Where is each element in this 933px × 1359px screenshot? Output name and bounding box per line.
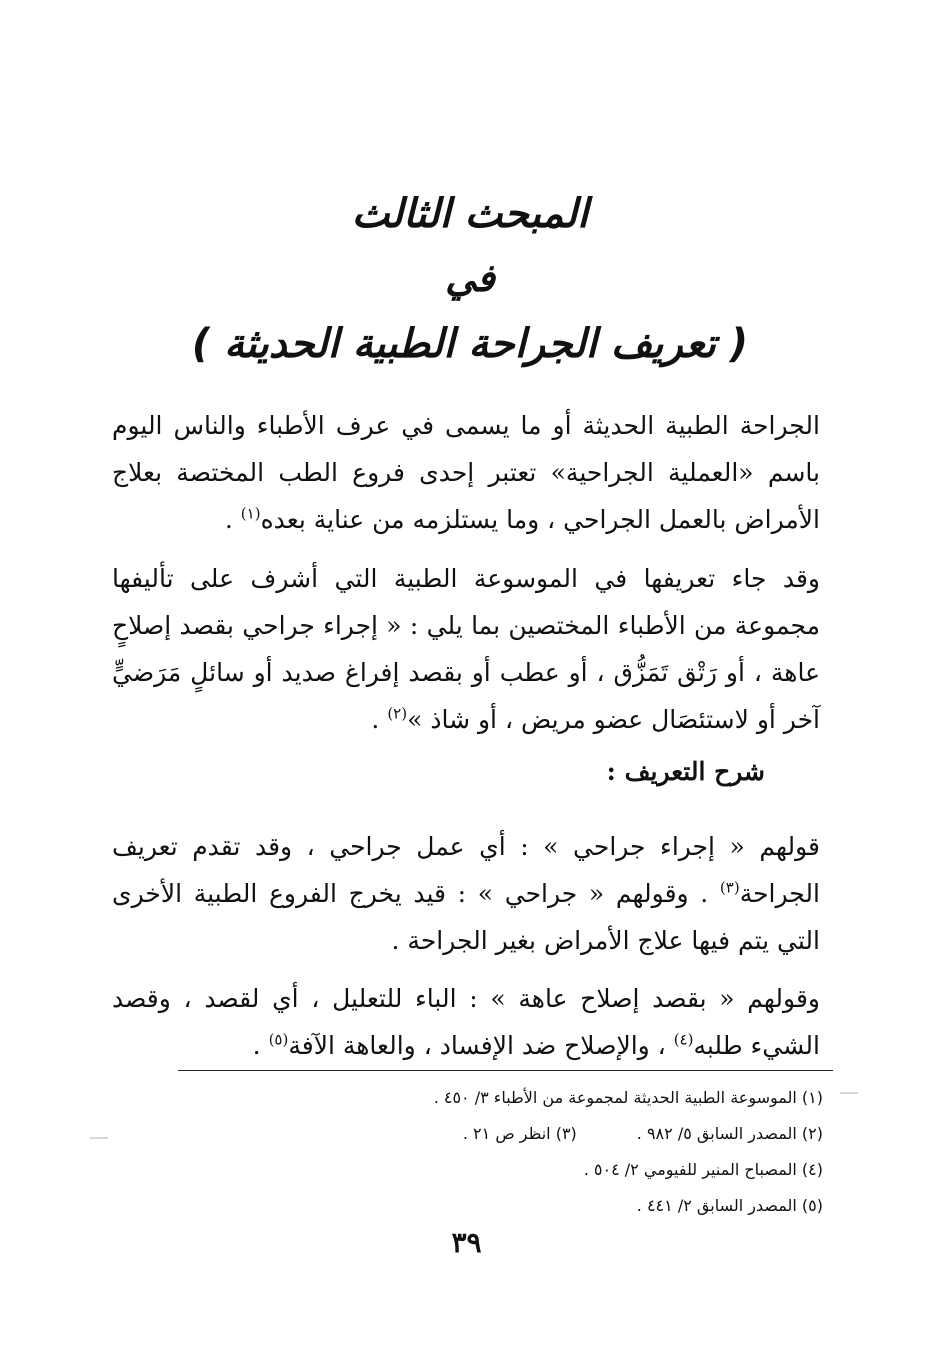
footnote-ref: (٥) [268, 1030, 289, 1049]
footnote-4 [123, 1152, 823, 1188]
chapter-heading [110, 190, 830, 386]
footnote-divider [178, 1070, 833, 1071]
page-number: ٣٩ [451, 1226, 482, 1259]
subheading-definition-explanation: شرح التعريف : [606, 757, 765, 786]
heading-line-3: ( تعريف الجراحة الطبية الحديثة ) [191, 320, 749, 367]
footnote-5 [123, 1188, 823, 1224]
paragraph-encyclopedia-definition [112, 555, 820, 743]
footnote-ref: (١) [240, 504, 261, 523]
footnote-text: (٥) المصدر السابق ٢/ ٤٤١ . [636, 1196, 823, 1215]
footnote-2-3 [123, 1116, 823, 1152]
scan-mark [90, 1137, 108, 1139]
paragraph-end: . [252, 1031, 269, 1060]
heading-line-1: المبحث الثالث [351, 191, 589, 237]
footnote-ref: (٤) [673, 1030, 694, 1049]
heading-line-2: في [445, 256, 495, 300]
footnote-text: (١) الموسوعة الطبية الحديثة لمجموعة من الأطباء ٣/ ٤٥٠ . [433, 1088, 823, 1107]
paragraph-correction-purpose [112, 975, 820, 1069]
footnote-text: (٢) المصدر السابق ٥/ ٩٨٢ . [636, 1124, 823, 1143]
footnotes [123, 1080, 823, 1224]
footnote-ref: (٣) [719, 878, 740, 897]
footnote-text: (٣) انظر ص ٢١ . [462, 1124, 577, 1143]
footnote-1 [123, 1080, 823, 1116]
paragraph-surgical-procedure [112, 823, 820, 964]
paragraph-text: قولهم « إجراء جراحي » : أي عمل جراحي ، وقد تقدم تعريف الجراحة [112, 832, 820, 908]
paragraph-text: الجراحة الطبية الحديثة أو ما يسمى في عرف الأطباء والناس اليوم باسم «العملية الجراحية» تعتبر إحدى فروع الطب المختصة بعلاج الأمراض بالعمل الجراحي ، وما يستلزمه من عناية بعده [112, 411, 820, 534]
footnote-ref: (٢) [387, 704, 408, 723]
paragraph-end: . [371, 705, 388, 734]
paragraph-definition-intro [112, 402, 820, 543]
paragraph-text-continued: ، والإصلاح ضد الإفساد ، والعاهة الآفة [288, 1031, 674, 1060]
footnote-text: (٤) المصباح المنير للفيومي ٢/ ٥٠٤ . [583, 1160, 823, 1179]
scan-mark [840, 1092, 858, 1094]
paragraph-text: وقد جاء تعريفها في الموسوعة الطبية التي أشرف على تأليفها مجموعة من الأطباء المختصين بما يلي : « إجراء جراحي بقصد إصلاحٍ عاهة ، أو رَتْق تَمَزُّق ، أو عطب أو بقصد إفراغ صديد أو سائلٍ مَرَضيٍّ آخر أو لاستئصَال عضو مريض ، أو شاذ » [112, 564, 820, 734]
paragraph-end: . [224, 505, 241, 534]
paragraph-text: وقولهم « بقصد إصلاح عاهة » : الباء للتعليل ، أي لقصد ، وقصد الشيء طلبه [112, 984, 820, 1060]
paragraph-text-continued: . وقولهم « جراحي » : قيد يخرج الفروع الطبية الأخرى التي يتم فيها علاج الأمراض بغير الجراحة . [112, 879, 820, 955]
